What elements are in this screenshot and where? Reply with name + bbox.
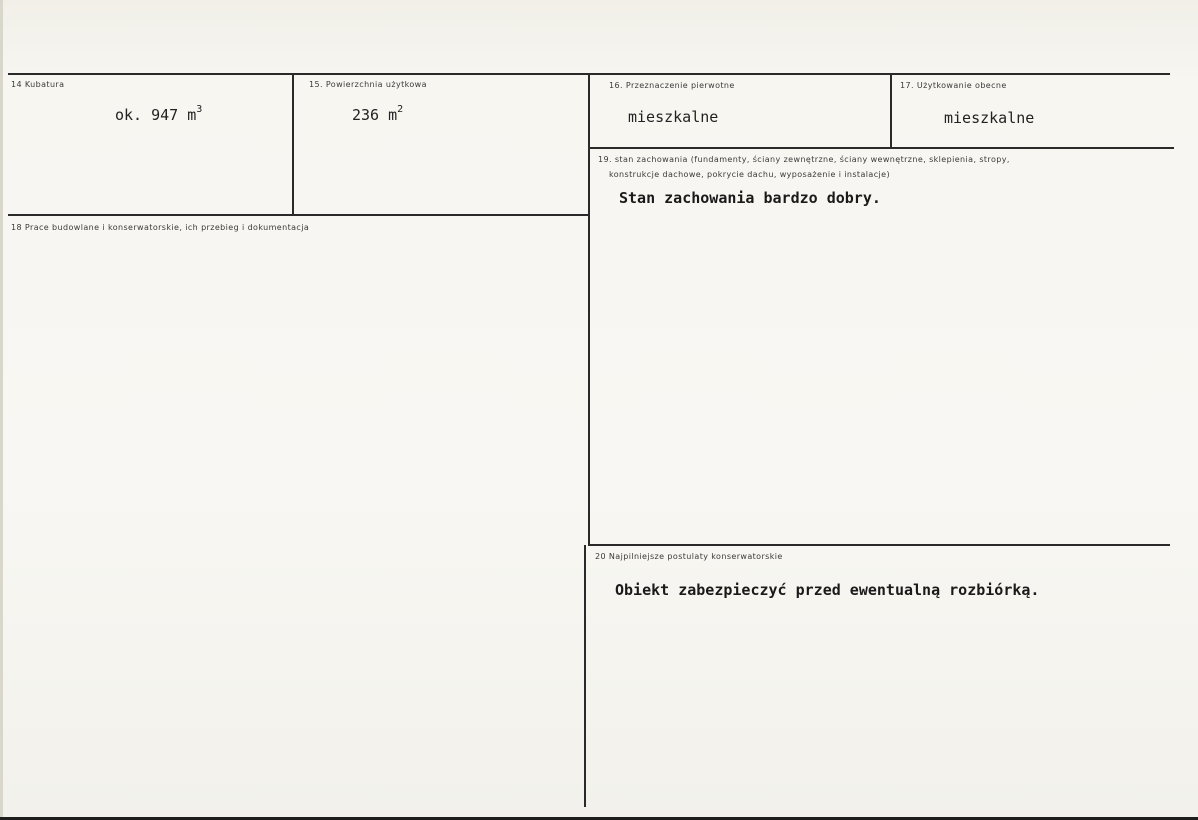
field-17-value: mieszkalne bbox=[944, 109, 1035, 127]
divider-14-15 bbox=[292, 75, 294, 216]
card-left-edge bbox=[0, 0, 3, 820]
main-divider bbox=[588, 75, 590, 545]
rule-below-16-17 bbox=[590, 147, 1174, 149]
rule-below-14-15 bbox=[8, 214, 588, 216]
field-15-label: 15. Powierzchnia użytkowa bbox=[309, 80, 427, 89]
field-19-value: Stan zachowania bardzo dobry. bbox=[619, 189, 881, 207]
field-16-value: mieszkalne bbox=[628, 108, 719, 126]
field-16-label: 16. Przeznaczenie pierwotne bbox=[609, 81, 735, 90]
divider-16-17 bbox=[890, 75, 892, 147]
area-exponent: 2 bbox=[397, 104, 404, 115]
area-text: 236 m bbox=[352, 106, 398, 124]
main-divider-lower bbox=[584, 545, 586, 807]
field-15-value bbox=[352, 106, 403, 124]
field-14-label: 14 Kubatura bbox=[11, 80, 65, 89]
field-20-value: Obiekt zabezpieczyć przed ewentualną rozbiórką. bbox=[615, 581, 1040, 599]
field-19-label-line1: 19. stan zachowania (fundamenty, ściany zewnętrzne, ściany wewnętrzne, sklepienia, stropy, bbox=[598, 155, 1010, 164]
field-17-label: 17. Użytkowanie obecne bbox=[900, 81, 1007, 90]
volume-exponent: 3 bbox=[196, 104, 203, 115]
field-18-label: 18 Prace budowlane i konserwatorskie, ich przebieg i dokumentacja bbox=[11, 223, 310, 232]
rule-above-20 bbox=[588, 544, 1170, 546]
field-19-label-line2: konstrukcje dachowe, pokrycie dachu, wyposażenie i instalacje) bbox=[609, 170, 890, 179]
field-20-label: 20 Najpilniejsze postulaty konserwatorskie bbox=[595, 552, 783, 561]
field-14-value bbox=[115, 106, 202, 124]
volume-text: ok. 947 m bbox=[115, 106, 197, 124]
